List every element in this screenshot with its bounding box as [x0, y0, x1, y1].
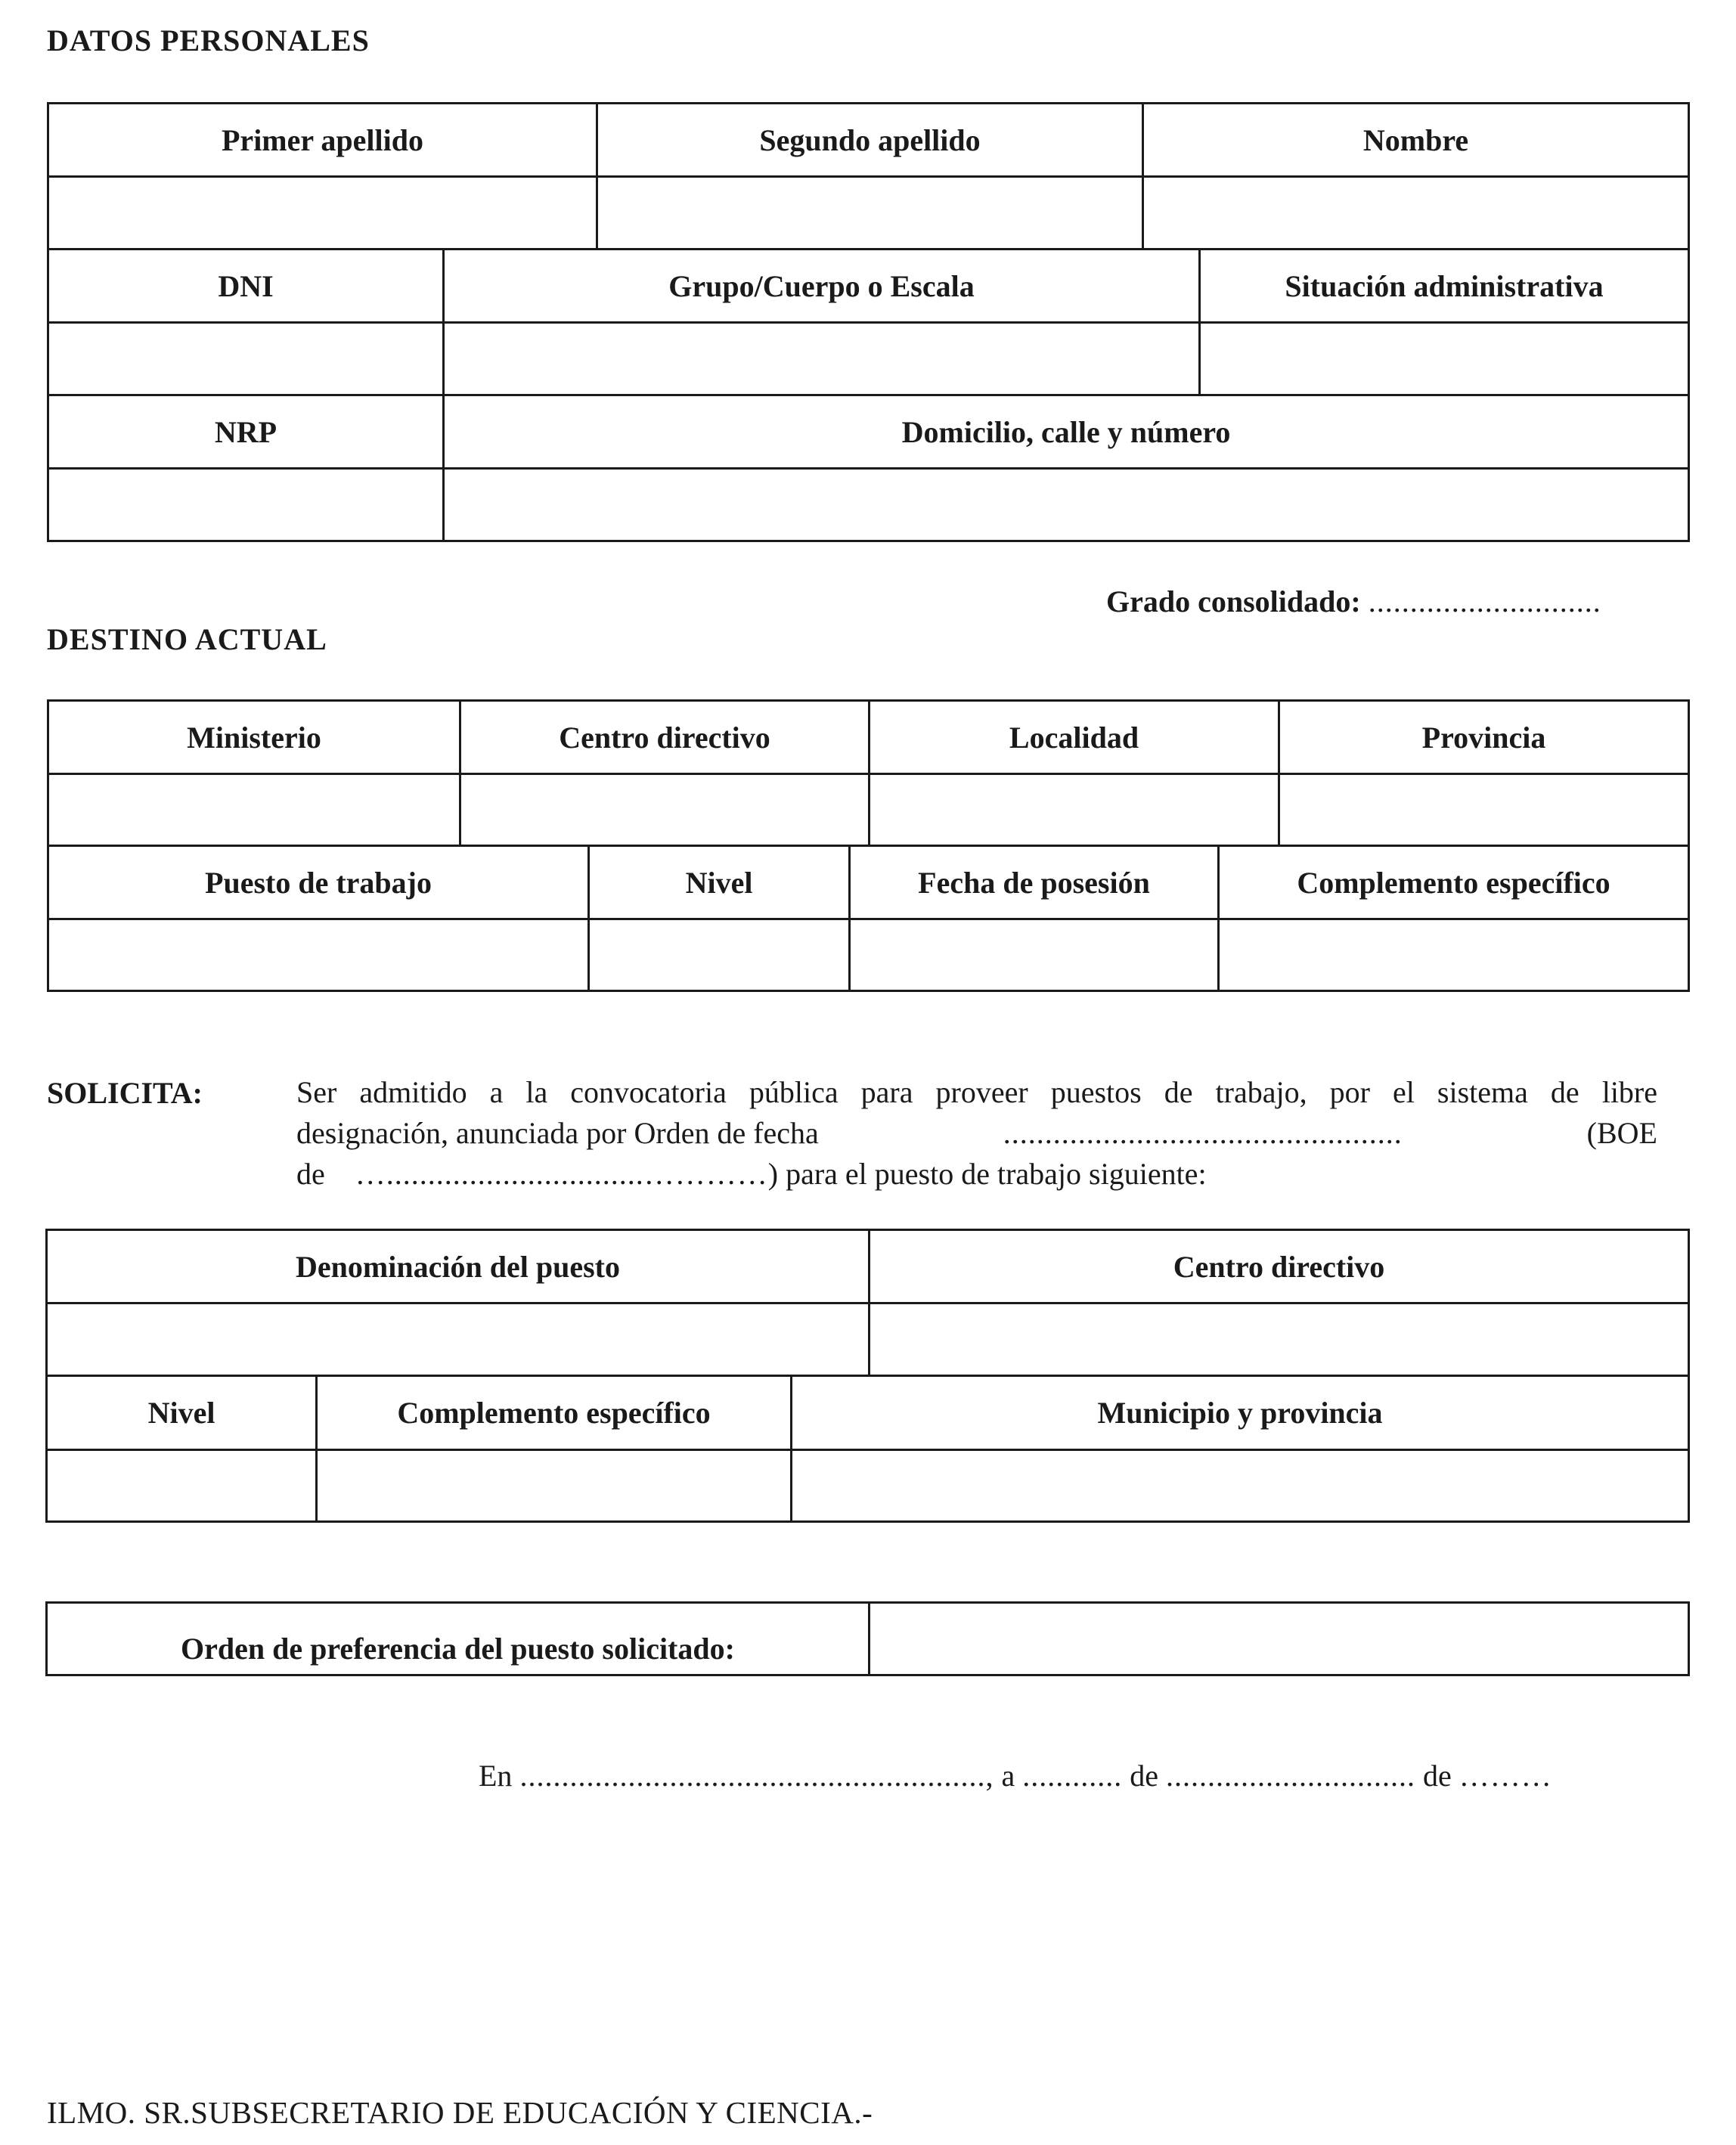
header-complemento-especifico: Complemento específico: [1217, 845, 1690, 920]
header-situacion-administrativa: Situación administrativa: [1198, 248, 1690, 324]
header-complemento-especifico-solicitado: Complemento específico: [315, 1375, 792, 1451]
segundo-apellido-field[interactable]: [596, 175, 1144, 250]
header-centro-directivo: Centro directivo: [459, 699, 870, 775]
header-fecha-de-posesion: Fecha de posesión: [848, 845, 1220, 920]
header-nrp: NRP: [47, 394, 445, 470]
grado-consolidado: [1106, 584, 1601, 619]
header-dni: DNI: [47, 248, 445, 324]
solicita-de-label: de: [296, 1157, 325, 1191]
section-title-datos-personales: DATOS PERSONALES: [47, 23, 370, 57]
grupo-cuerpo-escala-field[interactable]: [442, 321, 1201, 396]
solicita-line-3: [296, 1154, 1657, 1195]
nivel-solicitado-field[interactable]: [45, 1449, 318, 1523]
grado-consolidado-blank[interactable]: ............................: [1368, 584, 1601, 618]
nrp-field[interactable]: [47, 467, 445, 542]
header-domicilio: Domicilio, calle y número: [442, 394, 1690, 470]
domicilio-field[interactable]: [442, 467, 1690, 542]
en-label: En: [479, 1759, 513, 1793]
header-nivel-solicitado: Nivel: [45, 1375, 318, 1451]
header-ministerio: Ministerio: [47, 699, 461, 775]
solicita-line-2: [296, 1113, 1657, 1154]
header-grupo-cuerpo-escala: Grupo/Cuerpo o Escala: [442, 248, 1201, 324]
a-label: a: [1001, 1759, 1015, 1793]
boe-fecha-blank[interactable]: …...............................…………: [355, 1157, 768, 1191]
orden-fecha-blank[interactable]: ................................................: [1003, 1116, 1403, 1150]
primer-apellido-field[interactable]: [47, 175, 598, 250]
nivel-field[interactable]: [587, 918, 851, 992]
header-puesto-de-trabajo: Puesto de trabajo: [47, 845, 590, 920]
puesto-de-trabajo-field[interactable]: [47, 918, 590, 992]
solicita-line-1: Ser admitido a la convocatoria pública para proveer puestos de trabajo, por el sistema de libre: [296, 1075, 1657, 1109]
provincia-field[interactable]: [1278, 773, 1690, 847]
header-nombre: Nombre: [1142, 102, 1690, 178]
de-label-2: de: [1422, 1759, 1452, 1793]
header-segundo-apellido: Segundo apellido: [596, 102, 1144, 178]
header-nivel: Nivel: [587, 845, 851, 920]
situacion-administrativa-field[interactable]: [1198, 321, 1690, 396]
complemento-especifico-field[interactable]: [1217, 918, 1690, 992]
municipio-y-provincia-field[interactable]: [790, 1449, 1690, 1523]
header-denominacion-del-puesto: Denominación del puesto: [45, 1229, 870, 1304]
solicita-line-3-text: ) para el puesto de trabajo siguiente:: [767, 1157, 1207, 1191]
localidad-field[interactable]: [868, 773, 1280, 847]
header-centro-directivo-solicitado: Centro directivo: [868, 1229, 1690, 1304]
de-label-1: de: [1130, 1759, 1158, 1793]
grado-consolidado-label: Grado consolidado:: [1106, 584, 1361, 618]
section-title-destino-actual: DESTINO ACTUAL: [47, 622, 327, 656]
header-municipio-y-provincia: Municipio y provincia: [790, 1375, 1690, 1451]
header-localidad: Localidad: [868, 699, 1280, 775]
header-provincia: Provincia: [1278, 699, 1690, 775]
solicita-paragraph: [296, 1072, 1657, 1195]
dni-field[interactable]: [47, 321, 445, 396]
dia-blank[interactable]: ............: [1022, 1759, 1123, 1793]
destinatario: ILMO. SR.SUBSECRETARIO DE EDUCACIÓN Y CIENCIA.-: [47, 2095, 873, 2130]
lugar-blank[interactable]: ........................................................,: [519, 1759, 994, 1793]
complemento-especifico-solicitado-field[interactable]: [315, 1449, 792, 1523]
solicita-boe-label: (BOE: [1586, 1116, 1657, 1150]
denominacion-del-puesto-field[interactable]: [45, 1302, 870, 1377]
anio-blank[interactable]: ………: [1459, 1759, 1552, 1793]
centro-directivo-field[interactable]: [459, 773, 870, 847]
solicita-label: SOLICITA:: [47, 1076, 203, 1110]
mes-blank[interactable]: ..............................: [1165, 1759, 1415, 1793]
header-primer-apellido: Primer apellido: [47, 102, 598, 178]
fecha-de-posesion-field[interactable]: [848, 918, 1220, 992]
lugar-fecha-line: [479, 1758, 1552, 1793]
orden-preferencia-field[interactable]: [868, 1601, 1690, 1676]
centro-directivo-solicitado-field[interactable]: [868, 1302, 1690, 1377]
ministerio-field[interactable]: [47, 773, 461, 847]
solicita-line-2-text: designación, anunciada por Orden de fecha: [296, 1116, 819, 1150]
nombre-field[interactable]: [1142, 175, 1690, 250]
orden-preferencia-label: Orden de preferencia del puesto solicitado:: [45, 1601, 870, 1676]
